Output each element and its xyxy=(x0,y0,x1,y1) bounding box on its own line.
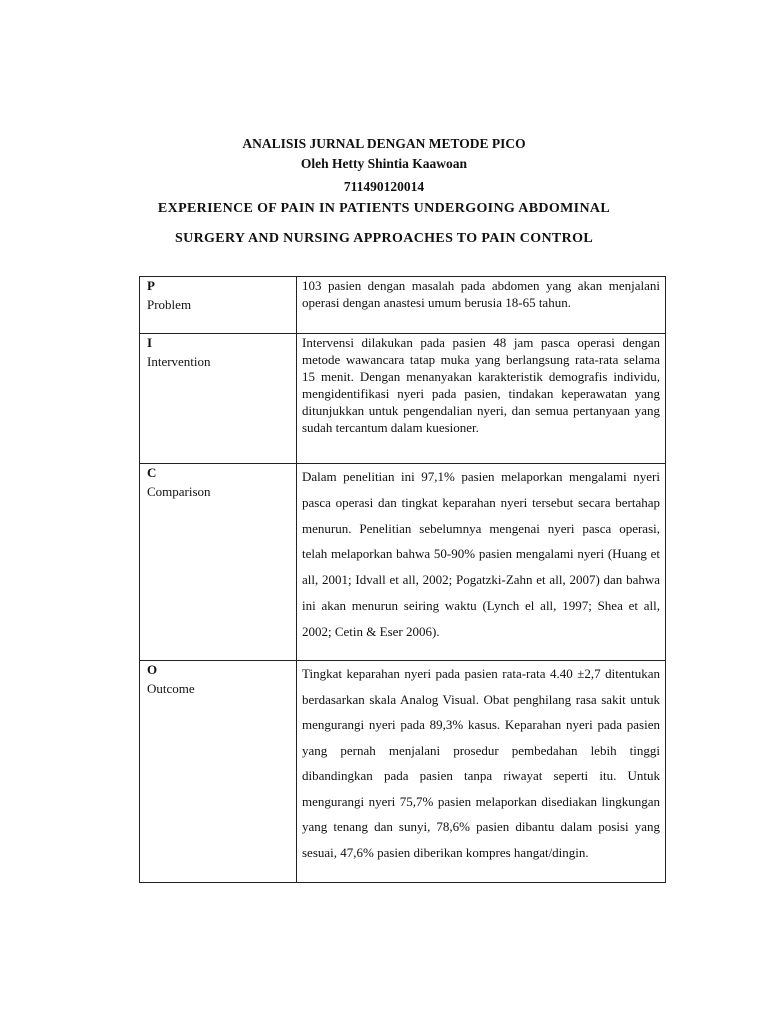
pico-label: Comparison xyxy=(147,484,211,499)
author-line: Oleh Hetty Shintia Kaawoan xyxy=(300,156,468,171)
pico-key-cell xyxy=(140,661,297,883)
pico-code: I xyxy=(147,335,153,350)
pico-code: P xyxy=(147,278,155,293)
pico-table xyxy=(139,276,666,883)
pico-code: O xyxy=(147,662,158,677)
pico-row-intervention xyxy=(140,334,666,464)
pico-label: Outcome xyxy=(147,681,195,696)
document-title: ANALISIS JURNAL DENGAN METODE PICO xyxy=(242,136,526,151)
pico-key-cell xyxy=(140,334,297,464)
pico-label: Intervention xyxy=(147,354,211,369)
student-id: 711490120014 xyxy=(343,179,425,194)
pico-intervention-text: Intervensi dilakukan pada pasien 48 jam pasca operasi dengan metode wawancara tatap muka yang berlangsung rata-rata selama 15 menit. Dengan menanyakan karakteristik demografis individu, mengidentifikasi nyeri pada pasien, tindakan keperawatan yang ditunjukkan untuk pengendalian nyeri, dan semua pertanyaan yang sudah tercantum dalam kuesioner. xyxy=(297,334,666,464)
pico-row-outcome xyxy=(140,661,666,883)
pico-key-cell xyxy=(140,277,297,334)
journal-title-line-2: SURGERY AND NURSING APPROACHES TO PAIN CONTROL xyxy=(174,231,594,246)
pico-label: Problem xyxy=(147,297,192,312)
document-header xyxy=(0,136,768,251)
pico-key-cell xyxy=(140,464,297,661)
journal-title-line-1: EXPERIENCE OF PAIN IN PATIENTS UNDERGOING ABDOMINAL xyxy=(157,201,611,216)
pico-code: C xyxy=(147,465,157,480)
pico-row-problem xyxy=(140,277,666,334)
pico-comparison-text: Dalam penelitian ini 97,1% pasien melaporkan mengalami nyeri pasca operasi dan tingkat keparahan nyeri tersebut secara bertahap menurun. Penelitian sebelumnya mengenai nyeri pasca operasi, telah melaporkan bahwa 50-90% pasien mengalami nyeri (Huang et all, 2001; Idvall et all, 2002; Pogatzki-Zahn et all, 2007) dan bahwa ini akan menurun seiring waktu (Lynch el all, 1997; Shea et all, 2002; Cetin & Eser 2006). xyxy=(297,464,666,661)
pico-problem-text: 103 pasien dengan masalah pada abdomen yang akan menjalani operasi dengan anastesi umum berusia 18-65 tahun. xyxy=(297,277,666,334)
pico-outcome-text: Tingkat keparahan nyeri pada pasien rata-rata 4.40 ±2,7 ditentukan berdasarkan skala Analog Visual. Obat penghilang rasa sakit untuk mengurangi nyeri pada 89,3% kasus. Keparahan nyeri pada pasien yang pernah menjalani prosedur pembedahan lebih tinggi dibandingkan pada pasien tanpa riwayat seperti itu. Untuk mengurangi nyeri 75,7% pasien melaporkan disediakan lingkungan yang tenang dan sunyi, 78,6% pasien dibantu dalam posisi yang sesuai, 47,6% pasien diberikan kompres hangat/dingin. xyxy=(297,661,666,883)
pico-row-comparison xyxy=(140,464,666,661)
